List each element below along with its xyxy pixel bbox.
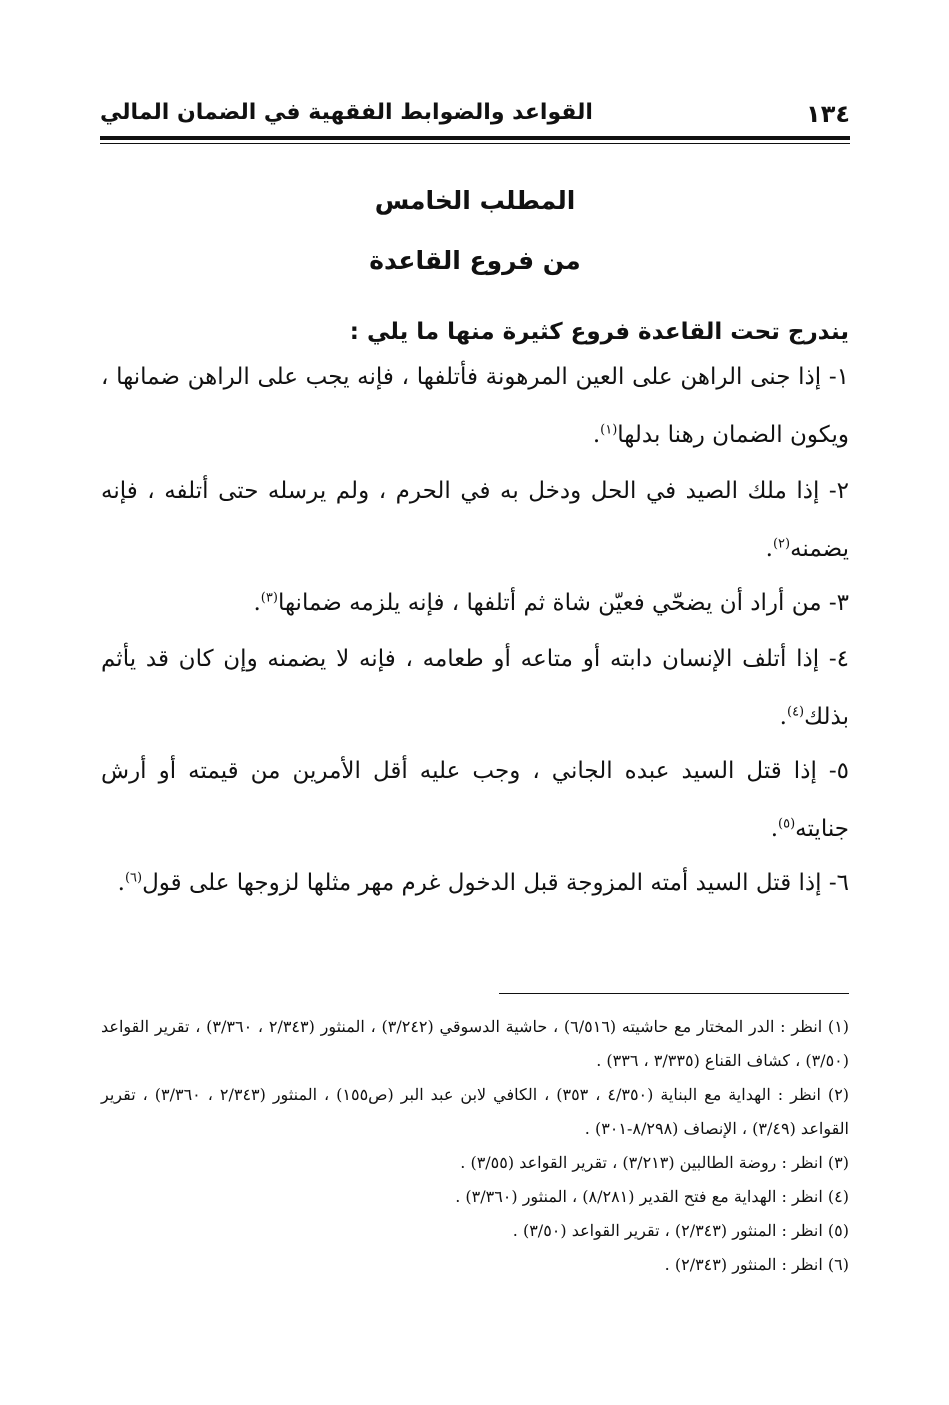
list-item	[101, 348, 849, 464]
footnote: (٥) انظر : المنثور (٢/٣٤٣) ، تقرير القواعد (٣/٥٠) .	[512, 1221, 849, 1240]
item-end: .	[117, 870, 125, 896]
item-text: ٤- إذا أتلف الإنسان دابته أو متاعه أو طعامه ، فإنه لا يضمنه وإن كان قد يأثم بذلك	[101, 646, 849, 730]
footnote-ref[interactable]: (١)	[600, 422, 618, 438]
item-end: .	[253, 590, 261, 616]
footnotes	[101, 1010, 849, 1282]
intro-paragraph: يندرج تحت القاعدة فروع كثيرة منها ما يلي :	[349, 319, 849, 345]
item-end: .	[779, 704, 787, 730]
section-subtitle: من فروع القاعدة	[369, 246, 581, 275]
list-item	[101, 462, 849, 578]
footnote: (٣) انظر : روضة الطالبين (٣/٢١٣) ، تقرير القواعد (٣/٥٥) .	[460, 1153, 849, 1172]
footnote: (٤) انظر : الهداية مع فتح القدير (٨/٢٨١) ، المنثور (٣/٣٦٠) .	[455, 1187, 849, 1206]
footnote: (٢) انظر : الهداية مع البناية (٤/٣٥٠ ، ٣٥٣) ، الكافي لابن عبد البر (ص١٥٥) ، المنثور (٢/٣٤٣ ، ٣/٣٦٠) ، تقرير القواعد (٣/٤٩) ، الإنصاف (٨/٢٩٨-٣٠١) .	[101, 1085, 850, 1138]
item-end: .	[770, 816, 779, 842]
page-header	[100, 96, 850, 132]
item-end: .	[765, 536, 773, 562]
page-number: ١٣٤	[806, 100, 850, 128]
item-text: ٣- من أراد أن يضحّي فعيّن شاة ثم أتلفها ، فإنه يلزمه ضمانها	[277, 590, 849, 616]
header-rule-thin	[100, 143, 850, 144]
section-title: المطلب الخامس	[374, 186, 576, 215]
list-item	[101, 630, 849, 746]
footnote-ref[interactable]: (٤)	[786, 704, 805, 720]
item-text: ٦- إذا قتل السيد أمته المزوجة قبل الدخول غرم مهر مثلها لزوجها على قول	[142, 870, 849, 896]
item-text: ١- إذا جنى الراهن على العين المرهونة فأتلفها ، فإنه يجب على الراهن ضمانها ، ويكون الضمان رهنا بدلها	[101, 364, 849, 448]
footnote-ref[interactable]: (٢)	[772, 536, 791, 552]
header-rule	[100, 136, 850, 140]
item-text: ٥- إذا قتل السيد عبده الجاني ، وجب عليه أقل الأمرين من قيمته أو أرش جنايته	[101, 758, 849, 842]
item-end: .	[592, 422, 601, 448]
footnote-ref[interactable]: (٣)	[260, 590, 278, 606]
list-item	[101, 854, 849, 912]
list-item	[101, 574, 849, 632]
footnote: (١) انظر : الدر المختار مع حاشيته (٦/٥١٦) ، حاشية الدسوقي (٣/٢٤٢) ، المنثور (٢/٣٤٣ ، ٣/٣٦٠) ، تقرير القواعد (٣/٥٠) ، كشاف القناع (٣/٣٣٥ ، ٣٣٦) .	[101, 1017, 850, 1070]
list-item	[101, 742, 849, 858]
running-title: القواعد والضوابط الفقهية في الضمان المالي	[100, 100, 593, 125]
footnote-ref[interactable]: (٥)	[778, 816, 796, 832]
item-text: ٢- إذا ملك الصيد في الحل ودخل به في الحرم ، ولم يرسله حتى أتلفه ، فإنه يضمنه	[101, 478, 849, 562]
footnote-separator	[499, 993, 849, 994]
footnote: (٦) انظر : المنثور (٢/٣٤٣) .	[664, 1255, 849, 1274]
footnote-ref[interactable]: (٦)	[124, 870, 143, 886]
